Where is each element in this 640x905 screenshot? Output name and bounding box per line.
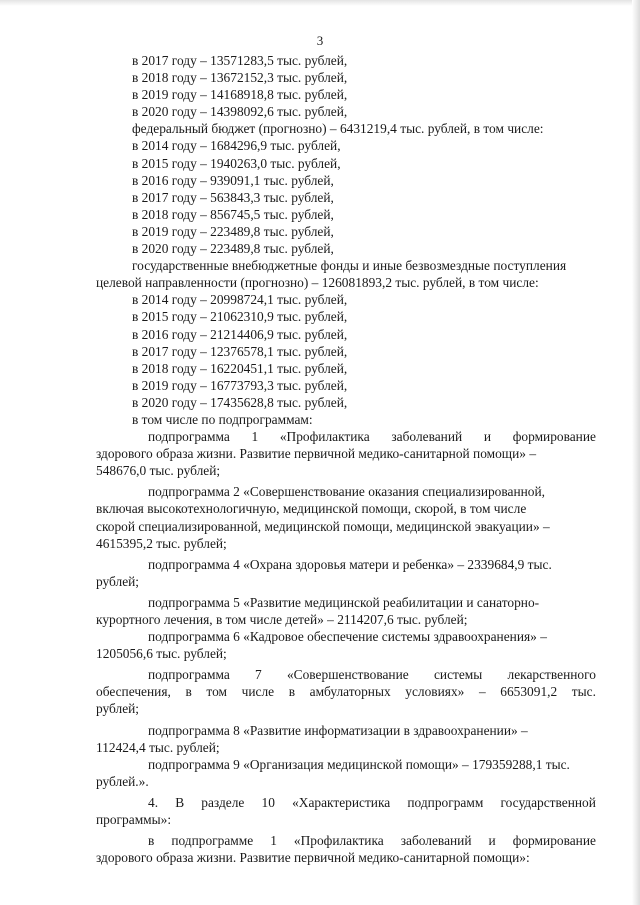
- text-word: обеспечения,: [96, 684, 171, 700]
- text-word: формирование: [512, 833, 596, 849]
- text-word: тыс.: [571, 684, 596, 700]
- text-word: лекарственного: [507, 667, 596, 683]
- text-word: «Профилактика: [279, 429, 370, 445]
- text-word: том: [206, 684, 227, 700]
- text-word: 7: [255, 667, 262, 683]
- text-word: в: [185, 684, 192, 700]
- text-line: в 2015 году – 1940263,0 тыс. рублей,: [132, 155, 341, 171]
- text-line: подпрограмма 4 «Охрана здоровья матери и ребенка» – 2339684,9 тыс.: [148, 556, 552, 572]
- text-line: [0, 428, 640, 445]
- text-line: в 2016 году – 939091,1 тыс. рублей,: [132, 172, 334, 188]
- text-line: 1205056,6 тыс. рублей;: [96, 646, 227, 662]
- text-line: государственные внебюджетные фонды и иные безвозмездные поступления: [132, 258, 567, 274]
- text-line: курортного лечения, в том числе детей» – 2114207,6 тыс. рублей;: [96, 612, 468, 627]
- text-line: программы»:: [96, 812, 172, 828]
- text-line: подпрограмма 9 «Организация медицинской помощи» – 179359288,1 тыс.: [148, 756, 570, 772]
- text-line: 112424,4 тыс. рублей;: [96, 739, 220, 755]
- text-word: «Совершенствование: [286, 667, 409, 683]
- text-word: условиях»: [405, 684, 465, 700]
- text-word: «Профилактика: [293, 833, 384, 849]
- text-line: 548676,0 тыс. рублей;: [96, 463, 221, 479]
- text-word: подпрограмма: [148, 667, 230, 683]
- text-line: в 2017 году – 563843,3 тыс. рублей,: [132, 189, 334, 205]
- text-word: «Характеристика: [292, 794, 391, 810]
- text-line: в 2017 году – 13571283,5 тыс. рублей,: [132, 53, 348, 68]
- text-line: федеральный бюджет (прогнозно) – 6431219,4 тыс. рублей, в том числе:: [132, 121, 544, 137]
- text-word: подпрограмм: [407, 794, 484, 810]
- text-word: заболеваний: [391, 429, 463, 445]
- text-line: [0, 683, 640, 700]
- text-line: 4615395,2 тыс. рублей;: [96, 535, 227, 551]
- text-line: включая высокотехнологичную, медицинской помощи, скорой, в том числе: [96, 501, 527, 517]
- text-word: и: [488, 833, 496, 849]
- text-word: формирование: [512, 429, 596, 445]
- text-line: скорой специализированной, медицинской помощи, медицинской эвакуации» –: [96, 518, 550, 534]
- text-line: в 2020 году – 17435628,8 тыс. рублей,: [132, 394, 348, 410]
- text-line: подпрограмма 8 «Развитие информатизации в здравоохранении» –: [148, 722, 528, 738]
- text-line: рублей;: [96, 573, 140, 589]
- text-line: [0, 666, 640, 683]
- text-word: разделе: [201, 794, 245, 810]
- text-word: системы: [433, 667, 483, 683]
- text-line: здорового образа жизни. Развитие первичной медико-санитарной помощи» –: [96, 446, 537, 462]
- text-word: 6653091,2: [500, 684, 558, 700]
- text-word: амбулаторных: [309, 684, 391, 700]
- text-line: в 2018 году – 856745,5 тыс. рублей,: [132, 206, 334, 222]
- text-line: в 2019 году – 223489,8 тыс. рублей,: [132, 223, 334, 239]
- text-line: подпрограмма 6 «Кадровое обеспечение системы здравоохранения» –: [148, 629, 547, 645]
- text-word: подпрограмме: [171, 833, 254, 849]
- text-line: в том числе по подпрограммам:: [132, 411, 313, 427]
- text-word: 4.: [148, 794, 159, 810]
- text-line: подпрограмма 2 «Совершенствование оказания специализированной,: [148, 484, 546, 500]
- text-word: государственной: [500, 794, 596, 810]
- text-line: в 2018 году – 13672152,3 тыс. рублей,: [132, 70, 348, 86]
- scan-top-edge: [0, 0, 640, 6]
- text-word: 1: [251, 429, 259, 445]
- text-line: рублей;: [96, 701, 140, 717]
- text-line: в 2018 году – 16220451,1 тыс. рублей,: [132, 360, 348, 376]
- text-word: и: [483, 429, 492, 445]
- text-word: 10: [261, 794, 275, 810]
- text-line: в 2019 году – 16773793,3 тыс. рублей,: [132, 377, 348, 393]
- document-body: [0, 52, 640, 866]
- text-line: в 2014 году – 20998724,1 тыс. рублей,: [132, 292, 348, 308]
- text-line: в 2017 году – 12376578,1 тыс. рублей,: [132, 343, 348, 359]
- text-word: заболеваний: [400, 833, 472, 849]
- text-word: в: [288, 684, 296, 700]
- text-line: в 2015 году – 21062310,9 тыс. рублей,: [132, 309, 348, 325]
- text-word: –: [478, 684, 486, 700]
- text-line: в 2019 году – 14168918,8 тыс. рублей,: [132, 87, 348, 103]
- text-line: рублей.».: [96, 773, 149, 789]
- text-word: в: [148, 833, 155, 849]
- text-line: [0, 832, 640, 849]
- text-line: подпрограмма 5 «Развитие медицинской реабилитации и санаторно-: [148, 594, 540, 610]
- text-word: числе: [241, 684, 275, 700]
- text-word: В: [175, 794, 185, 810]
- text-line: в 2016 году – 21214406,9 тыс. рублей,: [132, 326, 348, 342]
- text-line: целевой направленности (прогнозно) – 126081893,2 тыс. рублей, в том числе:: [96, 275, 539, 291]
- text-word: 1: [270, 833, 277, 849]
- text-line: [0, 794, 640, 811]
- text-line: в 2020 году – 14398092,6 тыс. рублей,: [132, 104, 348, 120]
- text-line: здорового образа жизни. Развитие первичной медико-санитарной помощи»:: [96, 850, 530, 866]
- text-line: в 2014 году – 1684296,9 тыс. рублей,: [132, 138, 341, 154]
- text-line: в 2020 году – 223489,8 тыс. рублей,: [132, 241, 334, 257]
- page-number: 3: [316, 33, 324, 48]
- text-word: подпрограмма: [148, 429, 230, 445]
